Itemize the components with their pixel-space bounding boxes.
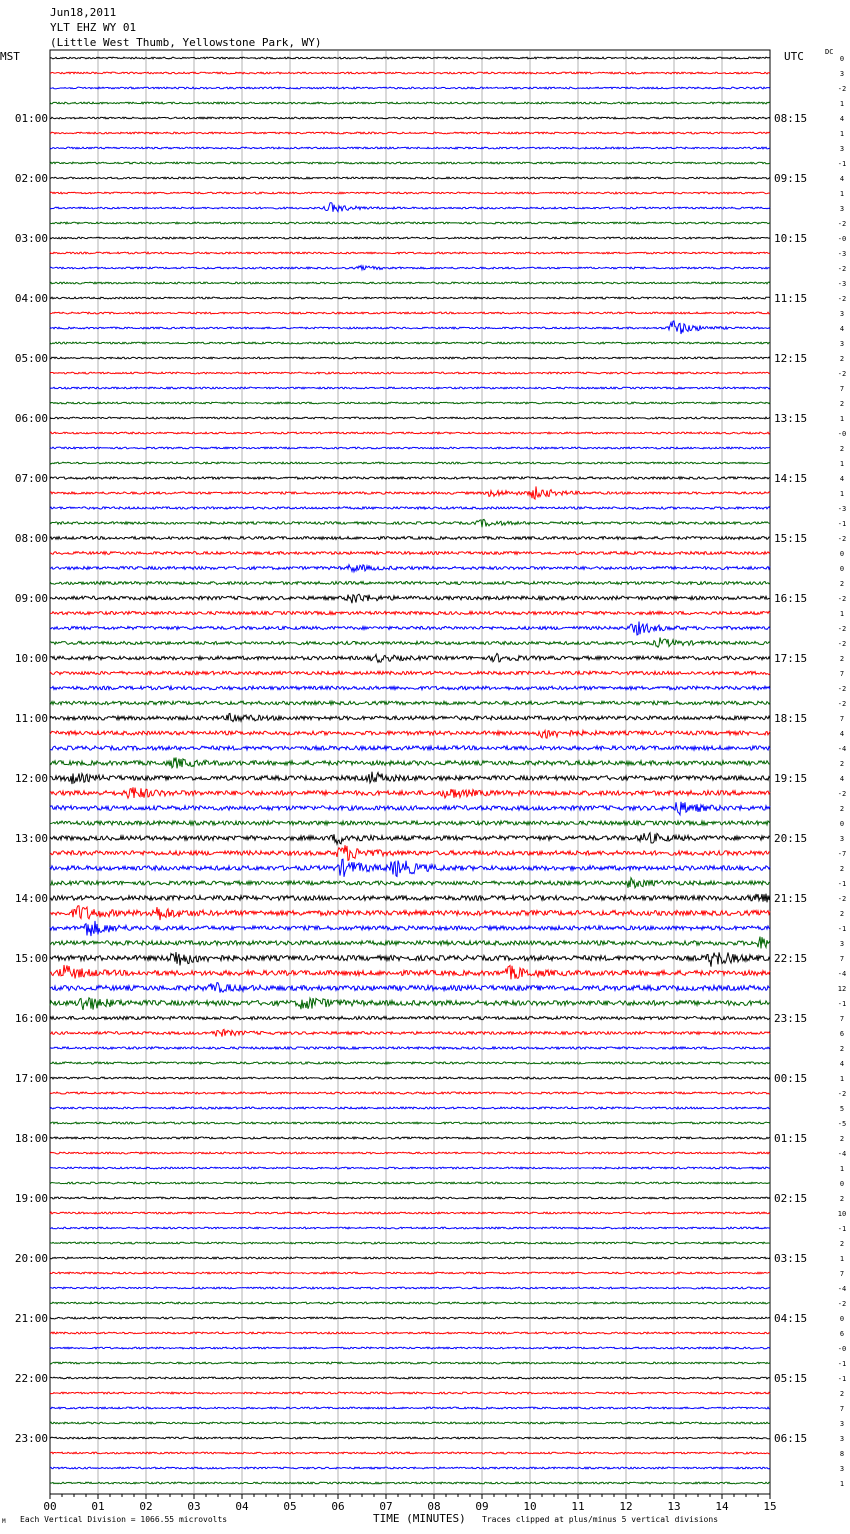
seismic-trace [50, 845, 770, 860]
dc-offset-label: 4 [839, 325, 845, 333]
left-hour-label: 15:00 [14, 952, 48, 965]
dc-offset-label: -2 [837, 895, 847, 903]
dc-offset-label: 6 [839, 1030, 845, 1038]
seismic-trace [50, 477, 770, 479]
dc-offset-label: 4 [839, 730, 845, 738]
seismic-trace [50, 1077, 770, 1079]
right-hour-label: 18:15 [774, 712, 808, 725]
dc-offset-label: -2 [837, 625, 847, 633]
dc-offset-label: -2 [837, 685, 847, 693]
seismic-trace [50, 746, 770, 750]
seismic-trace [50, 192, 770, 194]
right-timezone-label: UTC [784, 50, 804, 63]
right-hour-label: 17:15 [774, 652, 808, 665]
seismic-trace [50, 177, 770, 179]
grid-lines [50, 50, 770, 1494]
seismic-trace [50, 772, 770, 784]
dc-offset-label: -1 [837, 1225, 847, 1233]
left-hour-label: 14:00 [14, 892, 48, 905]
seismic-trace [50, 1362, 770, 1364]
seismic-trace [50, 671, 770, 674]
dc-offset-label: 2 [839, 805, 845, 813]
dc-offset-label: -1 [837, 925, 847, 933]
seismic-trace [50, 1182, 770, 1184]
right-hour-label: 08:15 [774, 112, 808, 125]
seismic-trace [50, 859, 770, 877]
seismic-trace [50, 1197, 770, 1199]
left-hour-label: 11:00 [14, 712, 48, 725]
dc-offset-label: -2 [837, 535, 847, 543]
right-hour-label: 05:15 [774, 1372, 808, 1385]
seismic-trace [50, 447, 770, 449]
right-hour-label: 21:15 [774, 892, 808, 905]
seismic-trace [50, 312, 770, 314]
dc-offset-label: -1 [837, 1000, 847, 1008]
header [50, 5, 322, 50]
seismic-trace [50, 147, 770, 149]
dc-offset-label: -2 [837, 595, 847, 603]
seismic-trace [50, 432, 770, 434]
dc-offset-label: 2 [839, 580, 845, 588]
dc-offset-label: -1 [837, 1375, 847, 1383]
seismic-trace [50, 117, 770, 119]
x-tick-label: 04 [235, 1500, 249, 1513]
seismic-trace [50, 622, 770, 635]
dc-offset-label: 1 [839, 1165, 845, 1173]
seismic-trace [50, 321, 770, 334]
dc-offset-label: 2 [839, 910, 845, 918]
right-hour-label: 10:15 [774, 232, 808, 245]
seismic-trace [50, 486, 770, 499]
seismic-trace [50, 132, 770, 134]
dc-offset-label: 6 [839, 1330, 845, 1338]
dc-offset-label: -1 [837, 160, 847, 168]
x-tick-label: 07 [379, 1500, 393, 1513]
clip-note: Traces clipped at plus/minus 5 vertical divisions [482, 1515, 719, 1524]
seismic-trace [50, 387, 770, 389]
right-hour-label: 20:15 [774, 832, 808, 845]
dc-offset-label: 3 [839, 1435, 845, 1443]
seismic-trace [50, 1122, 770, 1124]
dc-offset-label: 4 [839, 775, 845, 783]
dc-offset-label: 1 [839, 1480, 845, 1488]
seismic-trace [50, 594, 770, 603]
dc-offset-label: 3 [839, 340, 845, 348]
dc-offset-label: 4 [839, 175, 845, 183]
dc-offset-label: 4 [839, 475, 845, 483]
dc-offset-label: 1 [839, 130, 845, 138]
seismic-trace [50, 937, 770, 949]
seismic-trace [50, 565, 770, 572]
seismic-trace [50, 581, 770, 584]
seismic-trace [50, 519, 770, 527]
left-hour-label: 20:00 [14, 1252, 48, 1265]
x-tick-label: 08 [427, 1500, 441, 1513]
seismic-trace [50, 878, 770, 888]
seismic-trace [50, 222, 770, 224]
seismic-trace [50, 266, 770, 270]
left-hour-label: 09:00 [14, 592, 48, 605]
seismic-trace [50, 72, 770, 74]
seismic-trace [50, 821, 770, 825]
dc-offset-label: 4 [839, 115, 845, 123]
left-hour-label: 04:00 [14, 292, 48, 305]
seismic-trace [50, 357, 770, 359]
left-hour-label: 12:00 [14, 772, 48, 785]
dc-offset-label: -4 [837, 1150, 847, 1158]
seismic-trace [50, 1152, 770, 1154]
dc-offset-label: 2 [839, 760, 845, 768]
seismic-trace [50, 1029, 770, 1036]
seismic-trace [50, 686, 770, 690]
dc-offset-label: 3 [839, 145, 845, 153]
dc-offset-label: -2 [837, 220, 847, 228]
right-hour-label: 22:15 [774, 952, 808, 965]
seismic-trace [50, 402, 770, 404]
seismic-trace [50, 462, 770, 464]
right-hour-label: 14:15 [774, 472, 808, 485]
header-station: YLT EHZ WY 01 [50, 21, 137, 34]
dc-offset-label: 1 [839, 1075, 845, 1083]
dc-offset-label: 7 [839, 1015, 845, 1023]
left-hour-label: 02:00 [14, 172, 48, 185]
seismic-trace [50, 1422, 770, 1424]
seismic-trace [50, 1392, 770, 1394]
right-hour-label: 13:15 [774, 412, 808, 425]
left-hour-label: 18:00 [14, 1132, 48, 1145]
dc-offset-label: 8 [839, 1450, 845, 1458]
seismic-trace [50, 1212, 770, 1214]
right-hour-label: 19:15 [774, 772, 808, 785]
seismic-trace [50, 952, 770, 967]
seismic-trace [50, 1242, 770, 1244]
dc-offset-label: -2 [837, 295, 847, 303]
x-tick-label: 11 [571, 1500, 585, 1513]
seismic-trace [50, 1016, 770, 1019]
seismic-trace [50, 1287, 770, 1289]
dc-offset-label: 3 [839, 310, 845, 318]
seismic-trace [50, 417, 770, 419]
left-hour-label: 01:00 [14, 112, 48, 125]
dc-offset-label: -2 [837, 370, 847, 378]
right-hour-label: 06:15 [774, 1432, 808, 1445]
seismic-trace [50, 1302, 770, 1304]
seismic-trace [50, 998, 770, 1010]
left-timezone-label: MST [0, 50, 20, 63]
seismic-trace [50, 1377, 770, 1379]
right-hour-label: 01:15 [774, 1132, 808, 1145]
left-hour-label: 03:00 [14, 232, 48, 245]
seismic-trace [50, 372, 770, 374]
dc-offset-label: 2 [839, 655, 845, 663]
seismic-trace [50, 507, 770, 509]
dc-offset-label: -4 [837, 970, 847, 978]
dc-offset-label: 3 [839, 1420, 845, 1428]
dc-offset-label: 1 [839, 610, 845, 618]
dc-offset-label: 12 [837, 985, 847, 993]
right-hour-label: 02:15 [774, 1192, 808, 1205]
seismic-trace [50, 833, 770, 844]
dc-offset-label: 1 [839, 1255, 845, 1263]
dc-offset-label: 0 [839, 1315, 845, 1323]
seismic-trace [50, 102, 770, 104]
dc-offset-label: -2 [837, 640, 847, 648]
left-hour-label: 05:00 [14, 352, 48, 365]
seismic-trace [50, 1347, 770, 1349]
seismic-trace [50, 1257, 770, 1259]
seismic-trace [50, 1332, 770, 1334]
seismic-trace [50, 731, 770, 739]
seismic-trace [50, 983, 770, 993]
left-hour-label: 08:00 [14, 532, 48, 545]
dc-offset-label: -4 [837, 1285, 847, 1293]
dc-offset-label: -2 [837, 700, 847, 708]
x-tick-label: 14 [715, 1500, 729, 1513]
dc-offset-label: 3 [839, 835, 845, 843]
dc-offset-label: 0 [839, 1180, 845, 1188]
dc-offset-label: -1 [837, 520, 847, 528]
dc-offset-label: 1 [839, 460, 845, 468]
dc-offset-label: 2 [839, 1390, 845, 1398]
seismic-trace [50, 701, 770, 705]
seismic-trace [50, 1137, 770, 1139]
seismic-trace [50, 713, 770, 721]
left-hour-label: 13:00 [14, 832, 48, 845]
right-hour-label: 11:15 [774, 292, 808, 305]
right-hour-label: 12:15 [774, 352, 808, 365]
dc-offset-label: 1 [839, 490, 845, 498]
dc-offset-label: 2 [839, 1195, 845, 1203]
seismic-trace [50, 653, 770, 662]
x-tick-label: 15 [763, 1500, 777, 1513]
dc-offset-label: -2 [837, 1090, 847, 1098]
right-hour-label: 15:15 [774, 532, 808, 545]
dc-offset-label: 2 [839, 865, 845, 873]
x-tick-label: 02 [139, 1500, 153, 1513]
dc-offset-label: -1 [837, 1360, 847, 1368]
dc-offset-label: -2 [837, 790, 847, 798]
seismic-trace [50, 1167, 770, 1169]
dc-offset-label: -1 [837, 880, 847, 888]
dc-offset-label: 1 [839, 190, 845, 198]
x-tick-label: 10 [523, 1500, 537, 1513]
x-tick-label: 09 [475, 1500, 489, 1513]
seismic-trace [50, 1227, 770, 1229]
dc-offset-label: -2 [837, 85, 847, 93]
seismic-trace [50, 965, 770, 979]
left-hour-label: 21:00 [14, 1312, 48, 1325]
dc-offset-label: -0 [837, 235, 847, 243]
dc-offset-label: 2 [839, 1135, 845, 1143]
seismic-trace [50, 757, 770, 768]
dc-offset-label: 2 [839, 1240, 845, 1248]
left-hour-label: 17:00 [14, 1072, 48, 1085]
x-tick-label: 01 [91, 1500, 105, 1513]
x-axis [43, 1494, 776, 1513]
dc-offset-label: 0 [839, 550, 845, 558]
right-hour-label: 04:15 [774, 1312, 808, 1325]
dc-offset-label: -5 [837, 1120, 847, 1128]
left-hour-label: 22:00 [14, 1372, 48, 1385]
dc-offset-label: 7 [839, 385, 845, 393]
seismic-trace [50, 1317, 770, 1319]
dc-offset-label: 0 [839, 565, 845, 573]
scale-note: Each Vertical Division = 1066.55 microvolts [20, 1515, 228, 1524]
dc-offset-label: -4 [837, 745, 847, 753]
dc-offset-label: -3 [837, 505, 847, 513]
seismic-trace [50, 1407, 770, 1409]
dc-offset-label: 1 [839, 415, 845, 423]
dc-offset-label: 7 [839, 1405, 845, 1413]
dc-offset-label: -3 [837, 250, 847, 258]
left-hour-label: 23:00 [14, 1432, 48, 1445]
seismic-trace [50, 787, 770, 798]
header-location: (Little West Thumb, Yellowstone Park, WY) [50, 36, 322, 49]
dc-offset-label: 10 [837, 1210, 847, 1218]
x-axis-label: TIME (MINUTES) [373, 1512, 466, 1525]
dc-offset-label: 1 [839, 100, 845, 108]
seismic-trace [50, 162, 770, 164]
seismic-trace [50, 1467, 770, 1469]
dc-offset-label: -0 [837, 430, 847, 438]
dc-offset-label: 2 [839, 400, 845, 408]
header-date: Jun18,2011 [50, 6, 117, 19]
seismic-trace [50, 906, 770, 920]
seismic-trace [50, 252, 770, 254]
seismic-trace [50, 552, 770, 555]
dc-offset-label: 0 [839, 820, 845, 828]
seismic-trace [50, 921, 770, 936]
seismic-trace [50, 87, 770, 89]
x-tick-label: 06 [331, 1500, 345, 1513]
dc-offset-label: 3 [839, 205, 845, 213]
seismic-trace [50, 282, 770, 284]
seismic-trace [50, 57, 770, 59]
right-hour-label: 09:15 [774, 172, 808, 185]
dc-offset-label: 7 [839, 1270, 845, 1278]
dc-offset-label: -3 [837, 280, 847, 288]
seismic-trace [50, 237, 770, 239]
seismic-trace [50, 203, 770, 212]
seismic-trace [50, 1092, 770, 1094]
seismic-trace [50, 1272, 770, 1274]
seismic-trace [50, 1482, 770, 1484]
chart-frame [50, 50, 770, 1494]
dc-offset-label: 2 [839, 1045, 845, 1053]
right-hour-label: 23:15 [774, 1012, 808, 1025]
right-hour-label: 00:15 [774, 1072, 808, 1085]
dc-offset-label: 2 [839, 445, 845, 453]
x-tick-label: 12 [619, 1500, 633, 1513]
dc-offset-label: 4 [839, 1060, 845, 1068]
dc-offset-label: 0 [839, 55, 845, 63]
seismic-trace [50, 802, 770, 815]
left-hour-label: 16:00 [14, 1012, 48, 1025]
seismic-trace [50, 1062, 770, 1064]
trace-rows [50, 57, 770, 1484]
x-tick-label: 00 [43, 1500, 57, 1513]
x-tick-label: 13 [667, 1500, 681, 1513]
left-hour-label: 06:00 [14, 412, 48, 425]
dc-label: DC [825, 48, 834, 56]
seismic-trace [50, 1437, 770, 1439]
seismic-trace [50, 638, 770, 648]
seismic-trace [50, 297, 770, 299]
seismic-trace [50, 1047, 770, 1049]
seismic-trace [50, 342, 770, 344]
left-hour-label: 10:00 [14, 652, 48, 665]
scale-mark: M [2, 1518, 6, 1525]
seismic-trace [50, 537, 770, 540]
seismic-trace [50, 611, 770, 614]
dc-offset-label: 7 [839, 715, 845, 723]
dc-offset-label: 3 [839, 1465, 845, 1473]
dc-offset-label: -0 [837, 1345, 847, 1353]
seismic-trace [50, 1452, 770, 1454]
dc-offset-label: 5 [839, 1105, 845, 1113]
dc-offset-label: 7 [839, 670, 845, 678]
dc-offset-label: -7 [837, 850, 847, 858]
dc-offset-label: -2 [837, 1300, 847, 1308]
x-tick-label: 03 [187, 1500, 201, 1513]
right-hour-label: 16:15 [774, 592, 808, 605]
dc-offset-label: 3 [839, 70, 845, 78]
x-tick-label: 05 [283, 1500, 297, 1513]
left-hour-label: 19:00 [14, 1192, 48, 1205]
dc-offset-label: 2 [839, 355, 845, 363]
right-hour-label: 03:15 [774, 1252, 808, 1265]
dc-offset-label: 3 [839, 940, 845, 948]
left-hour-label: 07:00 [14, 472, 48, 485]
dc-offset-label: -2 [837, 265, 847, 273]
seismic-trace [50, 1107, 770, 1109]
seismic-trace [50, 894, 770, 903]
dc-offset-label: 7 [839, 955, 845, 963]
